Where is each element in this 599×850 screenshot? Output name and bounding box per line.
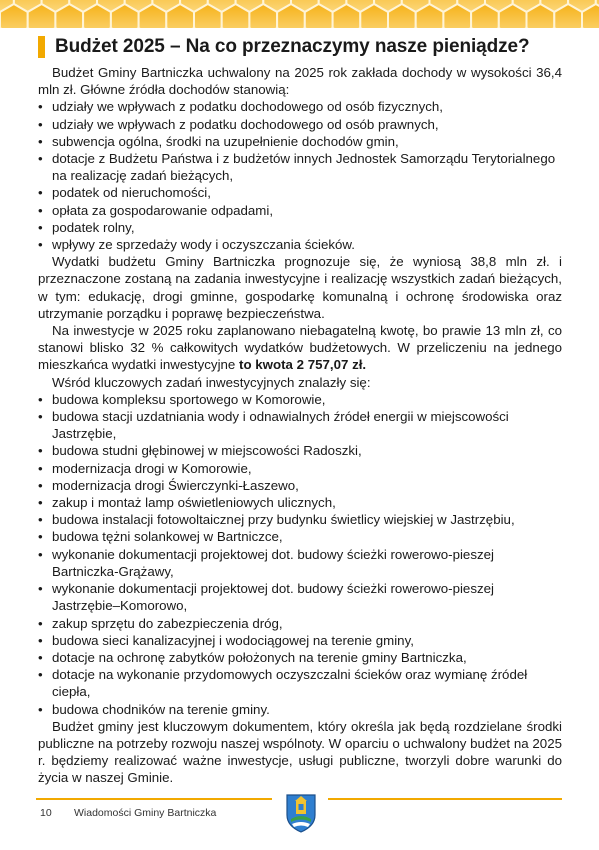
article-body xyxy=(38,64,562,787)
coat-of-arms-icon xyxy=(284,793,318,833)
investment-tasks-list xyxy=(38,391,562,718)
list-item: • dotacje na wykonanie przydomowych oczyszczalni ścieków oraz wymianę źródeł ciepła, xyxy=(38,666,562,700)
investment-text: Na inwestycje w 2025 roku zaplanowano niebagatelną kwotę, bo prawie 13 mln zł, co stanowi blisko 32 % całkowitych wydatków budżetowych. W przeliczeniu na jednego mieszkańca wydatki inwestycyjne xyxy=(38,323,562,373)
list-item: • modernizacja drogi w Komorowie, xyxy=(38,460,562,477)
investment-paragraph xyxy=(38,322,562,374)
list-item: • budowa instalacji fotowoltaicznej przy budynku świetlicy wiejskiej w Jastrzębiu, xyxy=(38,511,562,528)
list-item: • udziały we wpływach z podatku dochodowego od osób prawnych, xyxy=(38,116,562,133)
list-item: • subwencja ogólna, środki na uzupełnienie dochodów gmin, xyxy=(38,133,562,150)
honeycomb-header-decoration xyxy=(0,0,599,28)
footer-divider-right xyxy=(328,798,562,800)
investment-amount: to kwota 2 757,07 zł. xyxy=(239,357,367,373)
list-item: • zakup sprzętu do zabezpieczenia dróg, xyxy=(38,615,562,632)
list-item: • budowa stacji uzdatniania wody i odnawialnych źródeł energii w miejscowości Jastrzębie, xyxy=(38,408,562,442)
list-item: • wykonanie dokumentacji projektowej dot. budowy ścieżki rowerowo-pieszej Bartniczka-Grążawy, xyxy=(38,546,562,580)
list-item: • budowa kompleksu sportowego w Komorowie, xyxy=(38,391,562,408)
list-item: • budowa sieci kanalizacyjnej i wodociągowej na terenie gminy, xyxy=(38,632,562,649)
tasks-intro: Wśród kluczowych zadań inwestycyjnych znalazły się: xyxy=(52,374,371,390)
list-item: • budowa chodników na terenie gminy. xyxy=(38,701,562,718)
list-item: • dotacje na ochronę zabytków położonych na terenie gminy Bartniczka, xyxy=(38,649,562,666)
list-item: • opłata za gospodarowanie odpadami, xyxy=(38,202,562,219)
page-footer xyxy=(0,795,599,835)
income-sources-list xyxy=(38,98,562,253)
list-item: • budowa studni głębinowej w miejscowości Radoszki, xyxy=(38,442,562,459)
page-title: Budżet 2025 – Na co przeznaczymy nasze pieniądze? xyxy=(55,36,530,57)
intro-paragraph: Budżet Gminy Bartniczka uchwalony na 2025 rok zakłada dochody w wysokości 36,4 mln zł. Główne źródła dochodów stanowią: xyxy=(38,65,562,98)
list-item: • wpływy ze sprzedaży wody i oczyszczania ścieków. xyxy=(38,236,562,253)
closing-paragraph: Budżet gminy jest kluczowym dokumentem, który określa jak będą rozdzielane środki publiczne na potrzeby rozwoju naszej wspólnoty. W oparciu o uchwalony budżet na 2025 r. będziemy realizować ważne inwestycje, usługi publiczne, tworzyli dobre warunki do życia w naszej Gminie. xyxy=(38,718,562,786)
page-number: 10 xyxy=(40,807,52,819)
list-item: • modernizacja drogi Świerczynki-Łaszewo, xyxy=(38,477,562,494)
list-item: • dotacje z Budżetu Państwa i z budżetów innych Jednostek Samorządu Terytorialnego na realizację zadań bieżących, xyxy=(38,150,562,184)
footer-divider-left xyxy=(36,798,272,800)
list-item: • zakup i montaż lamp oświetleniowych ulicznych, xyxy=(38,494,562,511)
expenses-paragraph: Wydatki budżetu Gminy Bartniczka prognozuje się, że wyniosą 38,8 mln zł. i przeznaczone zostaną na zadania inwestycyjne i realizację wszystkich zadań bieżących, w tym: edukację, drogi gminne, gospodarkę komunalną i ochronę środowiska oraz utrzymanie porządku i poprawę bezpieczeństwa. xyxy=(38,254,562,321)
title-accent-bar xyxy=(38,36,45,58)
list-item: • podatek od nieruchomości, xyxy=(38,184,562,201)
list-item: • podatek rolny, xyxy=(38,219,562,236)
publication-title: Wiadomości Gminy Bartniczka xyxy=(74,807,217,819)
list-item: • budowa tężni solankowej w Bartniczce, xyxy=(38,528,562,545)
list-item: • udziały we wpływach z podatku dochodowego od osób fizycznych, xyxy=(38,98,562,115)
list-item: • wykonanie dokumentacji projektowej dot. budowy ścieżki rowerowo-pieszej Jastrzębie–Komorowo, xyxy=(38,580,562,614)
section-title-row xyxy=(38,36,530,58)
